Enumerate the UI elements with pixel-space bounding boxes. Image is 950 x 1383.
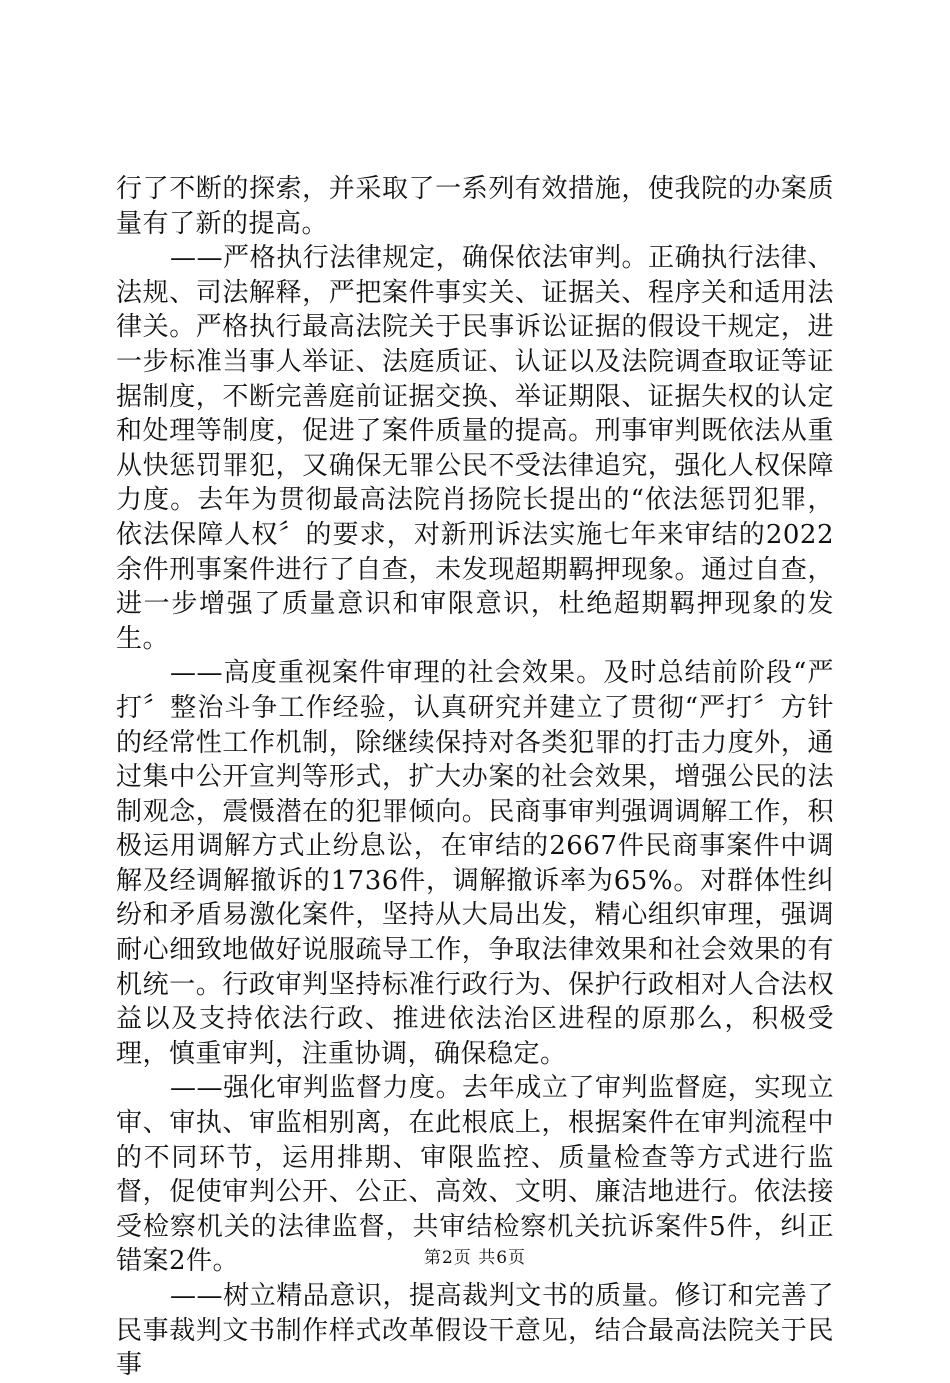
paragraph-legal-compliance: ——严格执行法律规定，确保依法审判。正确执行法律、法规、司法解释，严把案件事实关、证据关、程序关和适用法律关。严格执行最高法院关于民事诉讼证据的假设干规定，进一步标准当事人举证、法庭质证、认证以及法院调查取证等证据制度，不断完善庭前证据交换、举证期限、证据失权的认定和处理等制度，促进了案件质量的提高。刑事审判既依法从重从快惩罚罪犯，又确保无罪公民不受法律追究，强化人权保障力度。去年为贯彻最高法院肖扬院长提出的“依法惩罚犯罪，依法保障人权〞的要求，对新刑诉法实施七年来审结的2022余件刑事案件进行了自查，未发现超期羁押现象。通过自查，进一步增强了质量意识和审限意识，杜绝超期羁押现象的发生。 (116, 243, 834, 654)
paragraph-supervision: ——强化审判监督力度。去年成立了审判监督庭，实现立审、审执、审监相别离，在此根底上，根据案件在审判流程中的不同环节，运用排期、审限监控、质量检查等方式进行监督，促使审判公开、公正、高效、文明、廉洁地进行。依法接受检察机关的法律监督，共审结检察机关抗诉案件5件，纠正错案2件。 (116, 1073, 834, 1277)
document-body (116, 172, 834, 1383)
paragraph-social-effect: ——高度重视案件审理的社会效果。及时总结前阶段“严打〞整治斗争工作经验，认真研究并建立了贯彻“严打〞方针的经常性工作机制，除继续保持对各类犯罪的打击力度外，通过集中公开宣判等形式，扩大办案的社会效果，增强公民的法制观念，震慑潜在的犯罪倾向。民商事审判强调调解工作，积极运用调解方式止纷息讼，在审结的2667件民商事案件中调解及经调解撤诉的1736件，调解撤诉率为65%。对群体性纠纷和矛盾易激化案件，坚持从大局出发，精心组织审理，强调耐心细致地做好说服疏导工作，争取法律效果和社会效果的有机统一。行政审判坚持标准行政行为、保护行政相对人合法权益以及支持依法行政、推进依法治区进程的原那么，积极受理，慎重审判，注重协调，确保稳定。 (116, 658, 834, 1069)
page-number-footer: 第2页 共6页 (423, 1248, 527, 1268)
paragraph-continuation: 行了不断的探索，并采取了一系列有效措施，使我院的办案质量有了新的提高。 (116, 174, 834, 239)
paragraph-judgment-quality: ——树立精品意识，提高裁判文书的质量。修订和完善了民事裁判文书制作样式改革假设干意见，结合最高法院关于民事 (116, 1281, 834, 1381)
